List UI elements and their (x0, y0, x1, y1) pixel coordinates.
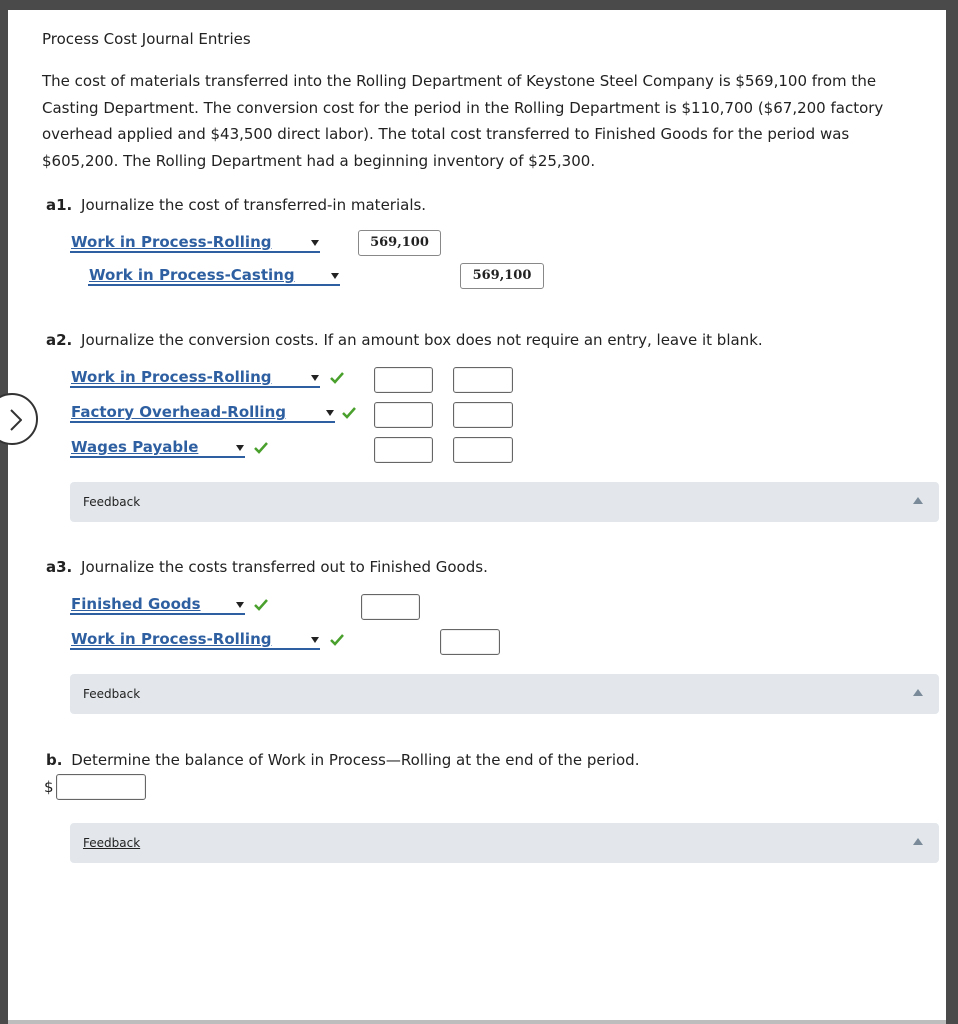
a1-credit-2-input[interactable]: 569,100 (460, 263, 544, 289)
b-feedback-panel[interactable] (70, 823, 939, 863)
question-panel (8, 10, 946, 1020)
a2-credit-3-input[interactable] (453, 437, 513, 463)
page-title: Process Cost Journal Entries (42, 30, 251, 48)
a3-account-select-1[interactable] (70, 595, 245, 615)
question-a2-text: Journalize the conversion costs. If an amount box does not require an entry, leave it blank. (81, 331, 763, 349)
question-a3-text: Journalize the costs transferred out to Finished Goods. (81, 558, 488, 576)
collapse-triangle-icon[interactable] (913, 838, 923, 845)
question-a3 (46, 558, 488, 576)
a3-feedback-label: Feedback (83, 687, 141, 701)
a3-account-1-label: Finished Goods (71, 595, 201, 613)
a1-account-2-label: Work in Process-Casting (89, 266, 295, 284)
chevron-right-icon (10, 409, 22, 431)
chevron-down-icon (331, 273, 339, 279)
problem-statement: The cost of materials transferred into the Rolling Department of Keystone Steel Company is $569,100 from the Casting Department. The conversion cost for the period in the Rolling Department is $110,700 ($67,200 factory overhead applied and $43,500 direct labor). The total cost transferred to Finished Goods for the period was $605,200. The Rolling Department had a beginning inventory of $25,300. (42, 72, 884, 170)
chevron-down-icon (236, 602, 244, 608)
a2-debit-1-input[interactable] (374, 367, 433, 393)
chevron-down-icon (311, 637, 319, 643)
question-a3-number: a3. (46, 558, 73, 576)
a3-credit-2-input[interactable] (440, 629, 500, 655)
a2-account-3-label: Wages Payable (71, 438, 199, 456)
currency-symbol: $ (44, 778, 54, 796)
a1-account-select-1[interactable] (70, 233, 320, 253)
a3-account-2-label: Work in Process-Rolling (71, 630, 272, 648)
question-b-text: Determine the balance of Work in Process—Rolling at the end of the period. (71, 751, 640, 769)
a1-account-select-2[interactable] (88, 266, 340, 286)
a1-debit-1-input[interactable]: 569,100 (358, 230, 441, 256)
checkmark-icon (329, 633, 345, 647)
collapse-triangle-icon[interactable] (913, 689, 923, 696)
chevron-down-icon (326, 410, 334, 416)
checkmark-icon (341, 406, 357, 420)
question-a2 (46, 331, 763, 349)
question-a1 (46, 196, 426, 214)
a3-account-select-2[interactable] (70, 630, 320, 650)
a2-account-select-1[interactable] (70, 368, 320, 388)
checkmark-icon (329, 371, 345, 385)
checkmark-icon (253, 441, 269, 455)
a2-credit-1-input[interactable] (453, 367, 513, 393)
a3-debit-1-input[interactable] (361, 594, 420, 620)
wip-rolling-balance-input[interactable] (56, 774, 146, 800)
a2-feedback-label: Feedback (83, 495, 141, 509)
a2-account-select-3[interactable] (70, 438, 245, 458)
a3-feedback-panel[interactable] (70, 674, 939, 714)
chevron-down-icon (311, 375, 319, 381)
a2-credit-2-input[interactable] (453, 402, 513, 428)
question-b (46, 751, 639, 769)
navigation-arrow[interactable] (0, 393, 38, 445)
question-a1-number: a1. (46, 196, 73, 214)
a2-debit-3-input[interactable] (374, 437, 433, 463)
a1-account-1-label: Work in Process-Rolling (71, 233, 272, 251)
collapse-triangle-icon[interactable] (913, 497, 923, 504)
question-a2-number: a2. (46, 331, 73, 349)
a2-debit-2-input[interactable] (374, 402, 433, 428)
question-b-number: b. (46, 751, 63, 769)
a2-account-1-label: Work in Process-Rolling (71, 368, 272, 386)
b-feedback-link[interactable]: Feedback (83, 836, 141, 850)
a2-account-select-2[interactable] (70, 403, 335, 423)
chevron-down-icon (311, 240, 319, 246)
a2-feedback-panel[interactable] (70, 482, 939, 522)
a2-account-2-label: Factory Overhead-Rolling (71, 403, 286, 421)
window-top-bar (0, 0, 958, 10)
bottom-edge (8, 1020, 946, 1024)
chevron-down-icon (236, 445, 244, 451)
checkmark-icon (253, 598, 269, 612)
question-a1-text: Journalize the cost of transferred-in materials. (81, 196, 427, 214)
